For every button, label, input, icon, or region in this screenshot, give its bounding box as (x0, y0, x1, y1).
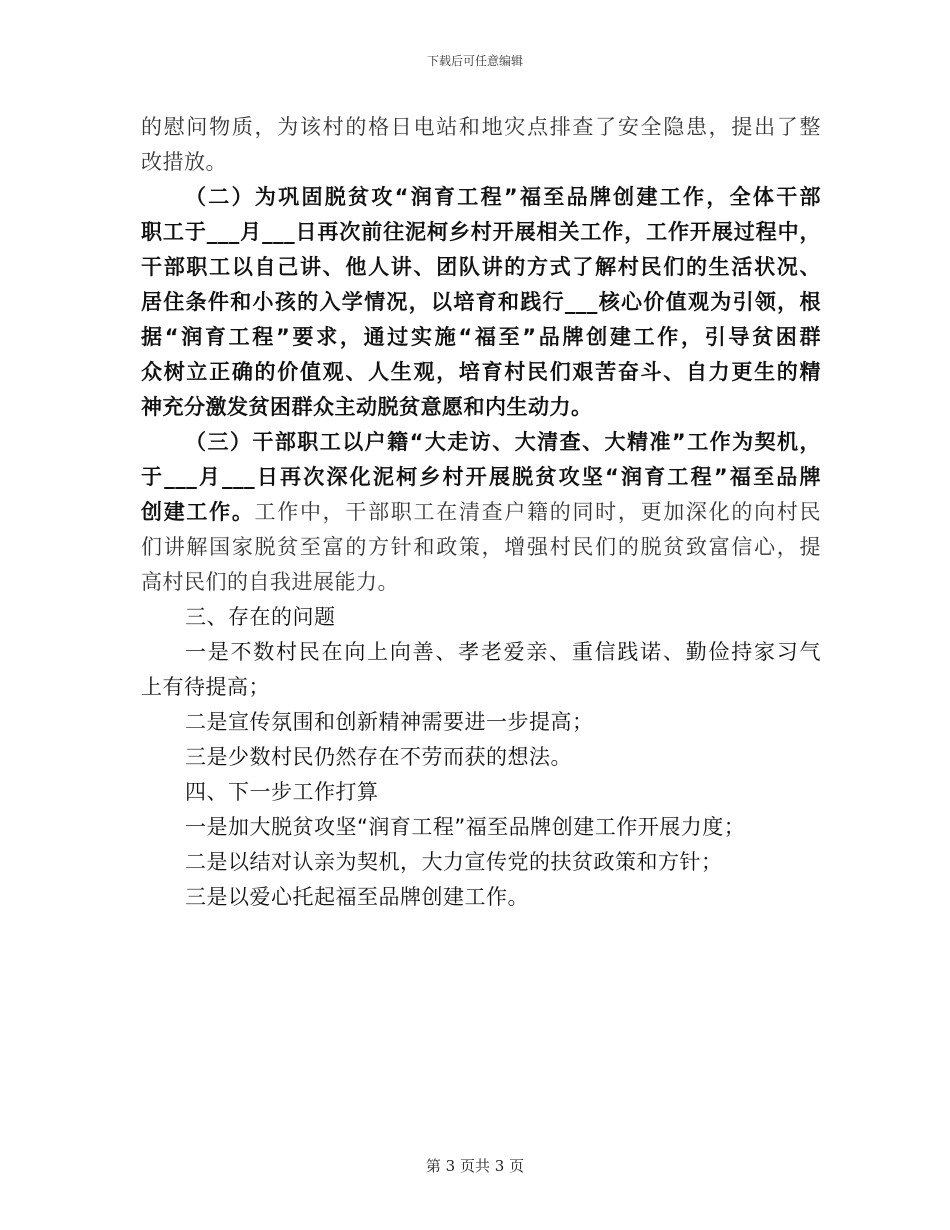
paragraph-line: 高村民们的自我进展能力。 (141, 570, 399, 594)
paragraph-line: 干部职工以自己讲、他人讲、团队讲的方式了解村民们的生活状况、 (141, 255, 821, 279)
bold-fragment: 创建工作。 (141, 500, 255, 524)
paragraph-line: 众树立正确的价值观、人生观，培育村民们艰苦奋斗、自力更生的精 (141, 360, 821, 384)
light-fragment: 工作中，干部职工在清查户籍的同时，更加深化的向村民 (254, 500, 822, 524)
section-heading-next-steps: 四、下一步工作打算 (185, 780, 379, 804)
paragraph-line-mixed (141, 495, 821, 530)
paragraph-line: 三是少数村民仍然存在不劳而获的想法。 (185, 745, 572, 769)
paragraph-line: 职工于___月___日再次前往泥柯乡村开展相关工作，工作开展过程中， (141, 220, 821, 244)
paragraph-line: 改措放。 (141, 150, 227, 174)
paragraph-line: 一是加大脱贫攻坚“润育工程”福至品牌创建工作开展力度； (185, 815, 746, 839)
section-heading-problems: 三、存在的问题 (185, 605, 336, 629)
paragraph-line: 三是以爱心托起福至品牌创建工作。 (185, 885, 529, 909)
paragraph-line: 上有待提高； (141, 675, 270, 699)
document-body (141, 110, 821, 915)
paragraph-line: 一是不数村民在向上向善、孝老爱亲、重信践诺、勤俭持家习气 (185, 640, 821, 664)
page-header: 下载后可任意编辑 (426, 54, 523, 68)
paragraph-line: 神充分激发贫困群众主动脱贫意愿和内生动力。 (141, 395, 593, 419)
page-footer: 第 3 页共 3 页 (425, 1157, 525, 1175)
paragraph-line: 居住条件和小孩的入学情况，以培育和践行___核心价值观为引领，根 (141, 290, 821, 314)
paragraph-line: 们讲解国家脱贫至富的方针和政策，增强村民们的脱贫致富信心，提 (141, 535, 821, 559)
section-two-heading-line: （二）为巩固脱贫攻“润育工程”福至品牌创建工作，全体干部 (185, 185, 821, 209)
paragraph-line: 的慰问物质，为该村的格日电站和地灾点排查了安全隐患，提出了整 (141, 115, 821, 139)
paragraph-line: 于___月___日再次深化泥柯乡村开展脱贫攻坚“润育工程”福至品牌 (141, 465, 821, 489)
section-three-heading-line: （三）干部职工以户籍“大走访、大清查、大精准”工作为契机， (185, 430, 821, 454)
paragraph-line: 据“润育工程”要求，通过实施“福至”品牌创建工作，引导贫困群 (141, 325, 821, 349)
paragraph-line: 二是宣传氛围和创新精神需要进一步提高； (185, 710, 594, 734)
paragraph-line: 二是以结对认亲为契机，大力宣传党的扶贫政策和方针； (185, 850, 723, 874)
